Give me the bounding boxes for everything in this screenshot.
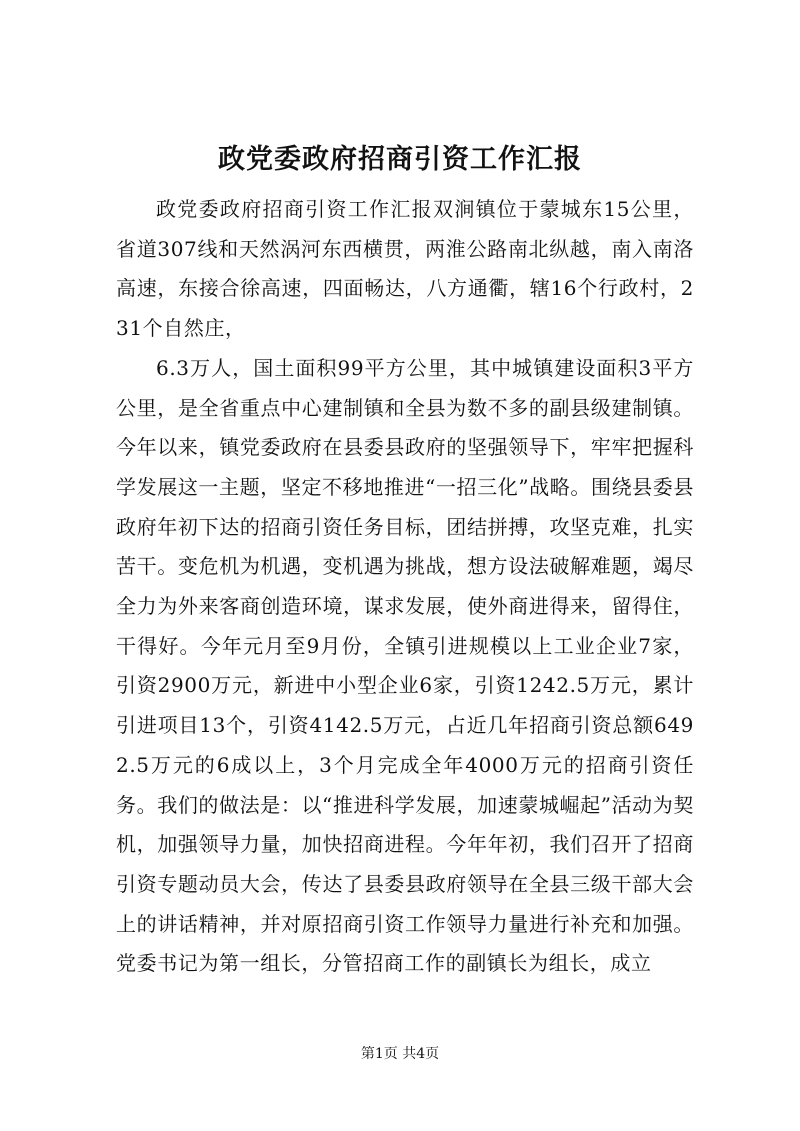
document-title: 政党委政府招商引资工作汇报 bbox=[218, 144, 582, 175]
document-body bbox=[116, 190, 694, 984]
paragraph: 政党委政府招商引资工作汇报双涧镇位于蒙城东15公里，省道307线和天然涡河东西横贯，两淮公路南北纵越，南入南洛高速，东接合徐高速，四面畅达，八方通衢，辖16个行政村，231个自然庄， bbox=[116, 197, 694, 341]
paragraph: 6.3万人，国土面积99平方公里，其中城镇建设面积3平方公里，是全省重点中心建制镇和全县为数不多的副县级建制镇。今年以来，镇党委政府在县委县政府的坚强领导下，牢牢把握科学发展这一主题，坚定不移地推进“一招三化”战略。围绕县委县政府年初下达的招商引资任务目标，团结拼搏，攻坚克难，扎实苦干。变危机为机遇，变机遇为挑战，想方设法破解难题，竭尽全力为外来客商创造环境，谋求发展，使外商进得来，留得住，干得好。今年元月至9月份，全镇引进规模以上工业企业7家，引资2900万元，新进中小型企业6家，引资1242.5万元，累计引进项目13个，引资4142.5万元，占近几年招商引资总额6492.5万元的6成以上，3个月完成全年4000万元的招商引资任务。我们的做法是：以“推进科学发展，加速蒙城崛起”活动为契机，加强领导力量，加快招商进程。今年年初，我们召开了招商引资专题动员大会，传达了县委县政府领导在全县三级干部大会上的讲话精神，并对原招商引资工作领导力量进行补充和加强。党委书记为第一组长，分管招商工作的副镇长为组长，成立 bbox=[116, 355, 694, 976]
page-number-footer: 第1页 共4页 bbox=[360, 1046, 440, 1062]
